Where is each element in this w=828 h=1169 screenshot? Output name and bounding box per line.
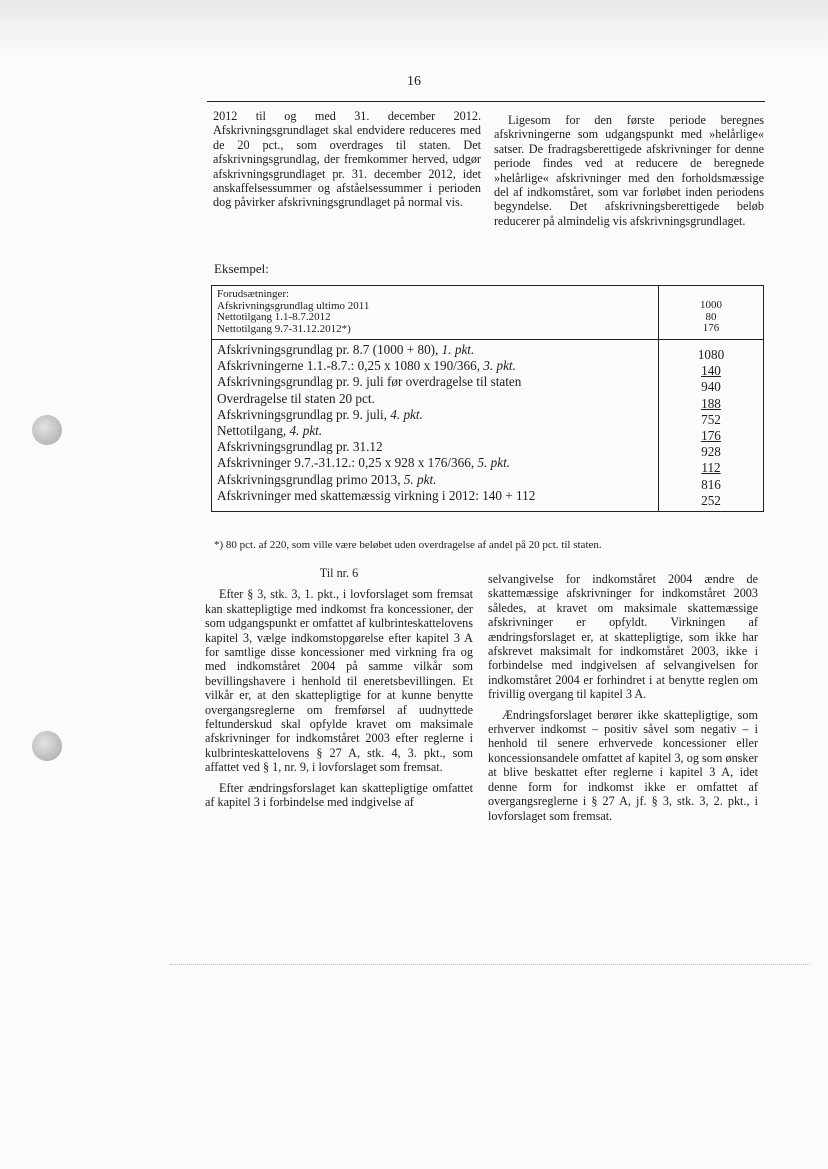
calc-row-text: Afskrivninger 9.7.-31.12.: 0,25 x 928 x 176/366, [217, 455, 478, 471]
calc-row-value [664, 379, 758, 395]
punch-hole [32, 415, 62, 445]
calc-row-text: Afskrivningsgrundlag pr. 8.7 (1000 + 80), [217, 342, 442, 357]
assumption-label: Nettotilgang 9.7-31.12.2012*) [217, 322, 351, 335]
calc-row-value [664, 342, 758, 363]
calc-value-number: 176 [701, 427, 721, 443]
scan-line [170, 964, 810, 965]
calc-row-text: Afskrivninger med skattemæssig virkning i 2012: 140 + 112 [217, 487, 536, 503]
calc-row-ref: 5. pkt. [403, 471, 437, 487]
top-left-column [213, 109, 481, 210]
paragraph: Efter ændringsforslaget kan skattepligtige omfattet af kapitel 3 i forbindelse med indgivelse af [205, 780, 473, 810]
calc-row-text: Afskrivningsgrundlag pr. 9. juli, [217, 406, 391, 422]
calculation-table [211, 285, 764, 512]
calc-row-text: Afskrivningsgrundlag pr. 31.12 [217, 439, 383, 455]
assumption-value: 1000 [700, 299, 722, 311]
calc-row-label [217, 439, 653, 455]
assumption-label: Nettotilgang 1.1-8.7.2012 [217, 311, 331, 323]
example-label: Eksempel: [214, 261, 269, 276]
calc-value-number: 1080 [697, 347, 725, 362]
bottom-right-column [488, 572, 758, 823]
calc-row-label [217, 374, 653, 390]
calc-row-text: Nettotilgang, [217, 422, 290, 438]
calc-row-label [217, 407, 653, 423]
header-rule [207, 101, 765, 102]
calc-row-value [664, 396, 758, 412]
bottom-left-column [205, 566, 473, 810]
paragraph: Efter § 3, stk. 3, 1. pkt., i lovforslaget som fremsat kan skattepligtige med indkomst fra koncessioner, der som udgangspunkt er omfattet af kulbrinteskattelovens kapitel 3, vælge indkomstopgørelse efter kapitel 3 A for samtlige disse koncessioner med virkning fra og med indkomståret 2004 på samme vilkår som bevillingshavere i henhold til eneretsbevillingen. Et vilkår er, at den skattepligtige for at kunne benytte overgangsreglerne om fremførsel af uudnyttede feltunderskud skal opfylde kravet om maksimale afskrivninger for indkomståret 2003 efter reglerne i kulbrinteskattelovens § 27 A, stk. 4, 3. pkt., som affattet ved § 1, nr. 9, i lovforslaget som fremsat. [205, 587, 473, 775]
calc-row-text: Afskrivningsgrundlag primo 2013, [217, 471, 404, 487]
calc-row-ref: 1. pkt. [441, 342, 475, 357]
calc-row-ref: 4. pkt. [289, 422, 323, 438]
calc-row-text: Overdragelse til staten 20 pct. [217, 390, 375, 406]
calc-row-value [664, 493, 758, 509]
assumptions-row [212, 286, 764, 340]
top-right-column [494, 113, 764, 228]
assumptions-header: Forudsætninger: [217, 288, 290, 300]
assumptions-values [659, 286, 764, 340]
calc-value-number: 940 [701, 379, 721, 395]
calc-row-ref: 5. pkt. [477, 455, 511, 471]
row-values [659, 340, 764, 512]
calc-row-ref: 3. pkt. [483, 358, 516, 374]
paragraph: Ligesom for den første periode beregnes afskrivningerne som udgangspunkt med »helårlige« satser. De fradragsberettigede afskrivninger for denne periode findes ved at reducere de beregnede »helårlige« afskrivninger med den forholdsmæssige del af indkomståret, som var forløbet inden periodens begyndelse. Det afskrivningsberettigede beløb reducerer på almindelig vis afskrivningsgrundlaget. [494, 113, 764, 228]
calc-row-value [664, 444, 758, 460]
calc-row-text: Afskrivningerne 1.1.-8.7.: 0,25 x 1080 x 190/366, [217, 358, 484, 374]
assumptions-labels [212, 286, 659, 340]
row-texts [212, 340, 659, 512]
calc-row-value [664, 460, 758, 476]
calc-row-value [664, 477, 758, 493]
paragraph: Ændringsforslaget berører ikke skattepligtige, som erhverver indkomst – positiv såvel som negativ – i henhold til senere erhvervede koncessioner eller koncessionsandele omfattet af kapitel 3, og som ønsker at blive beskattet efter reglerne i kapitel 3 A, idet denne form for indkomst ikke er omfattet af overgangsreglerne i § 27 A, jf. § 3, stk. 3, 2. pkt., i lovforslaget som fremsat. [488, 707, 758, 823]
punch-hole [32, 731, 62, 761]
calc-row-text: Afskrivningsgrundlag pr. 9. juli før overdragelse til staten [217, 374, 522, 390]
calc-row-ref: 4. pkt. [390, 406, 423, 422]
assumption-value: 80 [705, 310, 717, 323]
page-number: 16 [407, 74, 421, 89]
calc-value-number: 252 [701, 492, 721, 508]
calc-value-number: 928 [701, 444, 721, 460]
calc-row-label [217, 488, 653, 504]
calculation-rows [212, 340, 764, 512]
footnote: *) 80 pct. af 220, som ville være beløbet uden overdragelse af andel på 20 pct. til staten. [214, 539, 602, 551]
calc-value-number: 140 [701, 363, 721, 379]
calc-value-number: 816 [701, 476, 721, 492]
section-heading: Til nr. 6 [319, 566, 359, 580]
calc-row-label [217, 472, 653, 488]
paragraph: selvangivelse for indkomståret 2004 ændre de skattemæssige afskrivninger for indkomståret 2003 således, at kravet om maksimale skattemæssige afskrivninger er opfyldt. Virkningen af ændringsforslaget er, at skattepligtige, som ikke har afskrevet maksimalt for indkomståret 2003, ikke i forbindelse med indgivelsen af selvangivelsen for indkomståret 2004 er forhindret i at benytte reglen om frivillig overgang til kapitel 3 A. [488, 572, 758, 702]
calc-row-value [664, 412, 758, 428]
calc-row-label [217, 455, 653, 471]
calc-value-number: 752 [701, 411, 721, 427]
calc-row-value [664, 428, 758, 444]
assumption-value: 176 [702, 322, 720, 334]
calc-value-number: 188 [701, 395, 721, 411]
calc-row-value [664, 363, 758, 379]
paragraph: 2012 til og med 31. december 2012. Afskrivningsgrundlaget skal endvidere reduceres med de 20 pct., som overdrages til staten. Det afskrivningsgrundlag, der fremkommer herved, udgør afskrivningsgrundlaget pr. 31. december 2012, idet anskaffelsessummer og afståelsessummer i perioden dog påvirker afskrivningsgrundlaget på normal vis. [213, 109, 481, 210]
calc-row-label [217, 358, 653, 374]
calc-value-number: 112 [701, 460, 721, 476]
calc-row-label [217, 391, 653, 407]
assumption-label: Afskrivningsgrundlag ultimo 2011 [217, 299, 370, 312]
calc-row-label [217, 342, 653, 358]
calc-row-label [217, 423, 653, 439]
scan-shading [0, 0, 828, 60]
